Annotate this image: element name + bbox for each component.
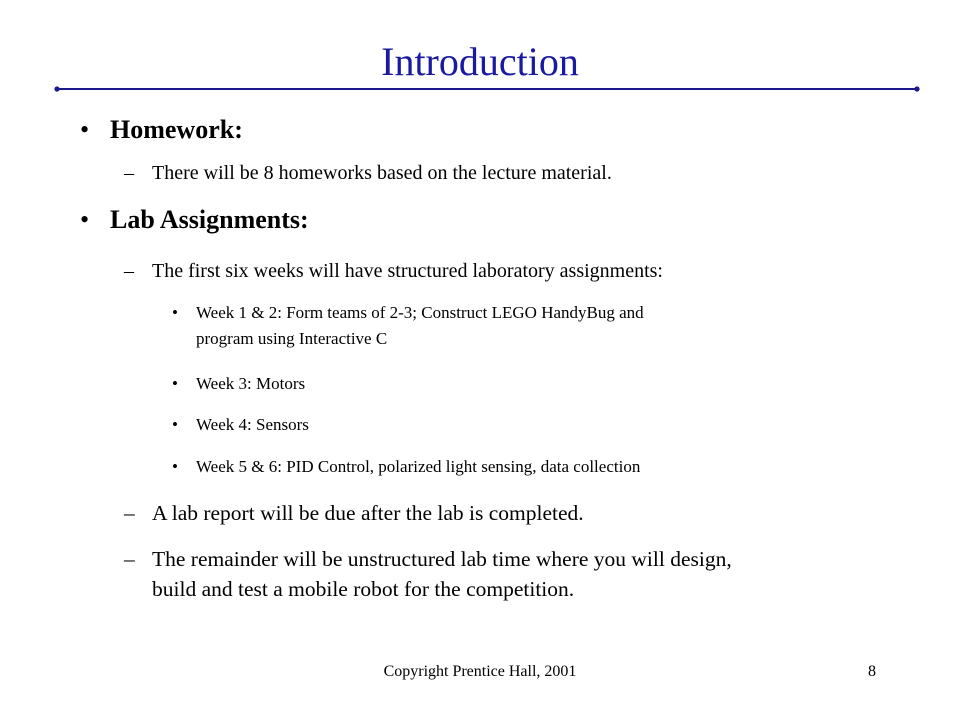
bullet-icon: • [172, 415, 178, 434]
dash-icon: – [124, 162, 134, 184]
week-4: Week 4: Sensors [196, 415, 309, 434]
dash-icon: – [124, 547, 135, 571]
week-3: Week 3: Motors [196, 374, 306, 393]
slide-title: Introduction [381, 39, 579, 84]
remainder-line2: build and test a mobile robot for the competition. [152, 577, 575, 601]
week-1-2-line1: Week 1 & 2: Form teams of 2-3; Construct LEGO HandyBug and [196, 303, 644, 322]
bullet-icon: • [80, 205, 90, 234]
remainder-line1: The remainder will be unstructured lab time where you will design, [152, 547, 732, 571]
lab-report: A lab report will be due after the lab is completed. [152, 501, 584, 525]
week-5-6: Week 5 & 6: PID Control, polarized light sensing, data collection [196, 457, 641, 476]
lab-heading: Lab Assignments: [110, 205, 309, 234]
homework-item: There will be 8 homeworks based on the lecture material. [152, 162, 612, 184]
bullet-icon: • [172, 303, 178, 322]
bullet-icon: • [80, 115, 90, 144]
bullet-icon: • [172, 457, 178, 476]
footer-copyright: Copyright Prentice Hall, 2001 [383, 663, 577, 680]
bullet-icon: • [172, 374, 178, 393]
week-1-2-line2: program using Interactive C [196, 329, 388, 348]
homework-heading: Homework: [110, 115, 243, 144]
dash-icon: – [124, 501, 135, 525]
dash-icon: – [124, 260, 134, 282]
page-number: 8 [868, 663, 876, 680]
lab-intro: The first six weeks will have structured laboratory assignments: [152, 260, 663, 282]
